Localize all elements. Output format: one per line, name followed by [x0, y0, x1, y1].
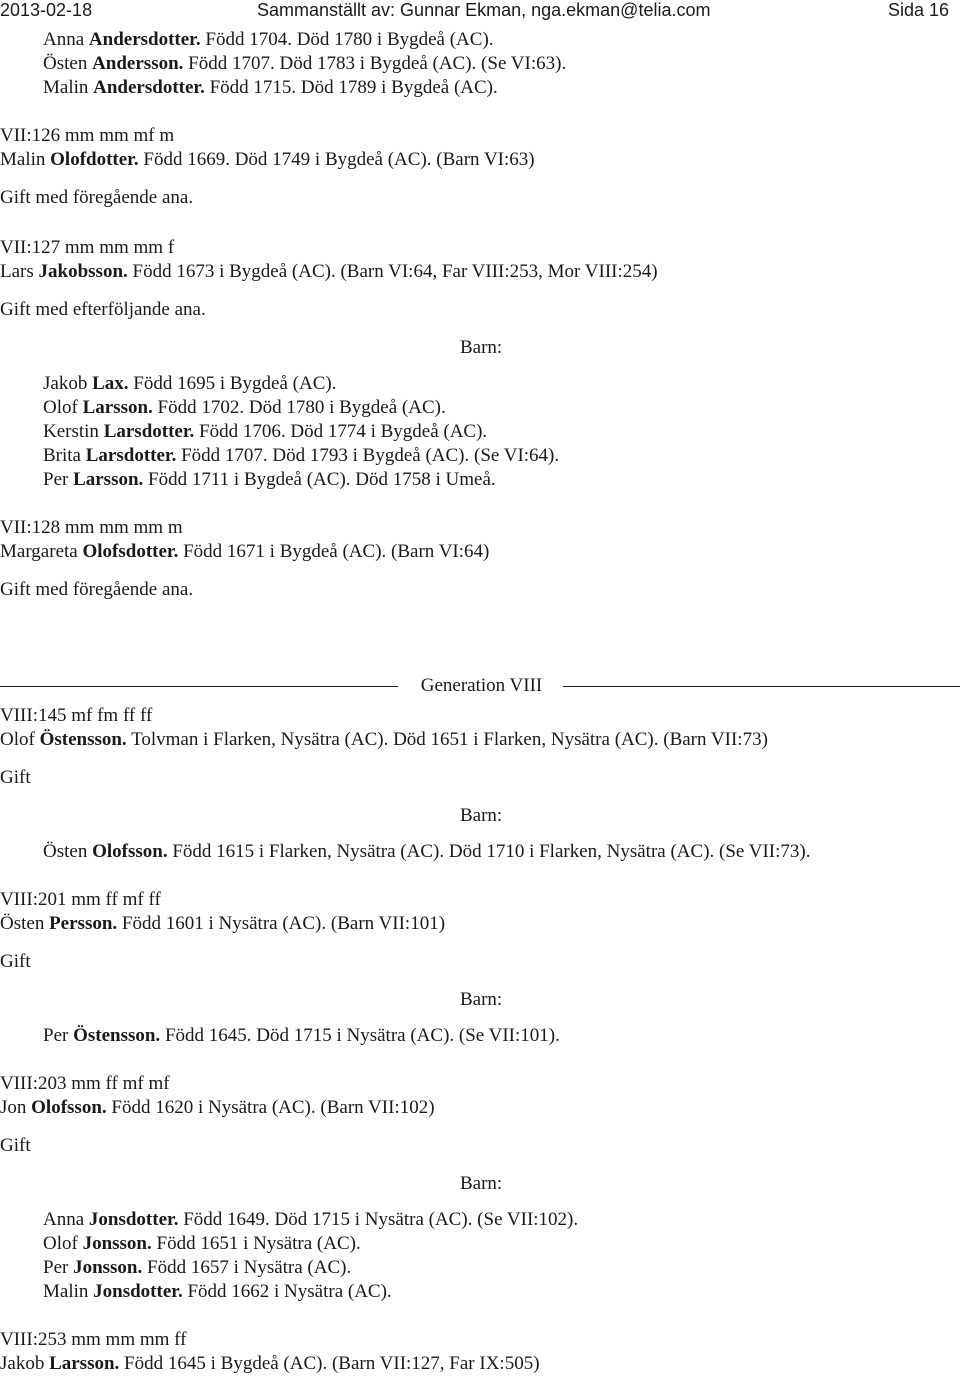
marriage-note: Gift med föregående ana. [0, 187, 194, 208]
child-entry: Per Larsson. Född 1711 i Bygdeå (AC). Död 1758 i Umeå. [43, 469, 496, 490]
person-line: Jon Olofsson. Född 1620 i Nysätra (AC). (Barn VII:102) [0, 1097, 435, 1118]
person-line: Lars Jakobsson. Född 1673 i Bygdeå (AC). (Barn VI:64, Far VIII:253, Mor VIII:254) [0, 261, 658, 282]
entry-id: VIII:201 mm ff mf ff [0, 889, 161, 910]
child-entry: Östen Andersson. Född 1707. Död 1783 i Bygdeå (AC). (Se VI:63). [43, 53, 567, 74]
marriage-note: Gift [0, 951, 31, 972]
child-entry: Malin Andersdotter. Född 1715. Död 1789 i Bygdeå (AC). [43, 77, 498, 98]
children-label: Barn: [460, 989, 503, 1010]
marriage-note: Gift med föregående ana. [0, 579, 194, 600]
person-line: Jakob Larsson. Född 1645 i Bygdeå (AC). (Barn VII:127, Far IX:505) [0, 1353, 540, 1374]
child-entry: Kerstin Larsdotter. Född 1706. Död 1774 i Bygdeå (AC). [43, 421, 488, 442]
entry-id: VII:128 mm mm mm m [0, 517, 183, 538]
header-page-number: Sida 16 [888, 0, 950, 20]
header-compiled-by: Sammanställt av: Gunnar Ekman, nga.ekman@telia.com [257, 0, 711, 20]
entry-id: VIII:253 mm mm mm ff [0, 1329, 187, 1350]
person-line: Östen Persson. Född 1601 i Nysätra (AC). (Barn VII:101) [0, 913, 446, 934]
child-entry: Anna Jonsdotter. Född 1649. Död 1715 i Nysätra (AC). (Se VII:102). [43, 1209, 579, 1230]
marriage-note: Gift [0, 1135, 31, 1156]
child-entry: Anna Andersdotter. Född 1704. Död 1780 i Bygdeå (AC). [43, 29, 494, 50]
children-label: Barn: [460, 1173, 503, 1194]
child-entry: Per Östensson. Född 1645. Död 1715 i Nysätra (AC). (Se VII:101). [43, 1025, 560, 1046]
marriage-note: Gift med efterföljande ana. [0, 299, 206, 320]
header-date: 2013-02-18 [0, 0, 93, 20]
child-entry: Olof Jonsson. Född 1651 i Nysätra (AC). [43, 1233, 361, 1254]
entry-id: VIII:203 mm ff mf mf [0, 1073, 170, 1094]
entry-id: VIII:145 mf fm ff ff [0, 705, 153, 726]
person-line: Olof Östensson. Tolvman i Flarken, Nysätra (AC). Död 1651 i Flarken, Nysätra (AC). (Barn VII:73) [0, 729, 768, 750]
child-entry: Malin Jonsdotter. Född 1662 i Nysätra (AC). [43, 1281, 392, 1302]
entry-id: VII:127 mm mm mm f [0, 237, 175, 258]
person-line: Malin Olofdotter. Född 1669. Död 1749 i Bygdeå (AC). (Barn VI:63) [0, 149, 535, 170]
child-entry: Brita Larsdotter. Född 1707. Död 1793 i Bygdeå (AC). (Se VI:64). [43, 445, 560, 466]
generation-rule-right [563, 686, 960, 687]
generation-heading: Generation VIII [408, 675, 555, 697]
children-label: Barn: [460, 337, 503, 358]
child-entry: Olof Larsson. Född 1702. Död 1780 i Bygdeå (AC). [43, 397, 446, 418]
marriage-note: Gift [0, 767, 31, 788]
child-entry: Per Jonsson. Född 1657 i Nysätra (AC). [43, 1257, 352, 1278]
entry-id: VII:126 mm mm mf m [0, 125, 175, 146]
child-entry: Östen Olofsson. Född 1615 i Flarken, Nysätra (AC). Död 1710 i Flarken, Nysätra (AC). (Se VII:73). [43, 841, 811, 862]
children-label: Barn: [460, 805, 503, 826]
person-line: Margareta Olofsdotter. Född 1671 i Bygdeå (AC). (Barn VI:64) [0, 541, 490, 562]
generation-rule-left [0, 686, 398, 687]
child-entry: Jakob Lax. Född 1695 i Bygdeå (AC). [43, 373, 337, 394]
